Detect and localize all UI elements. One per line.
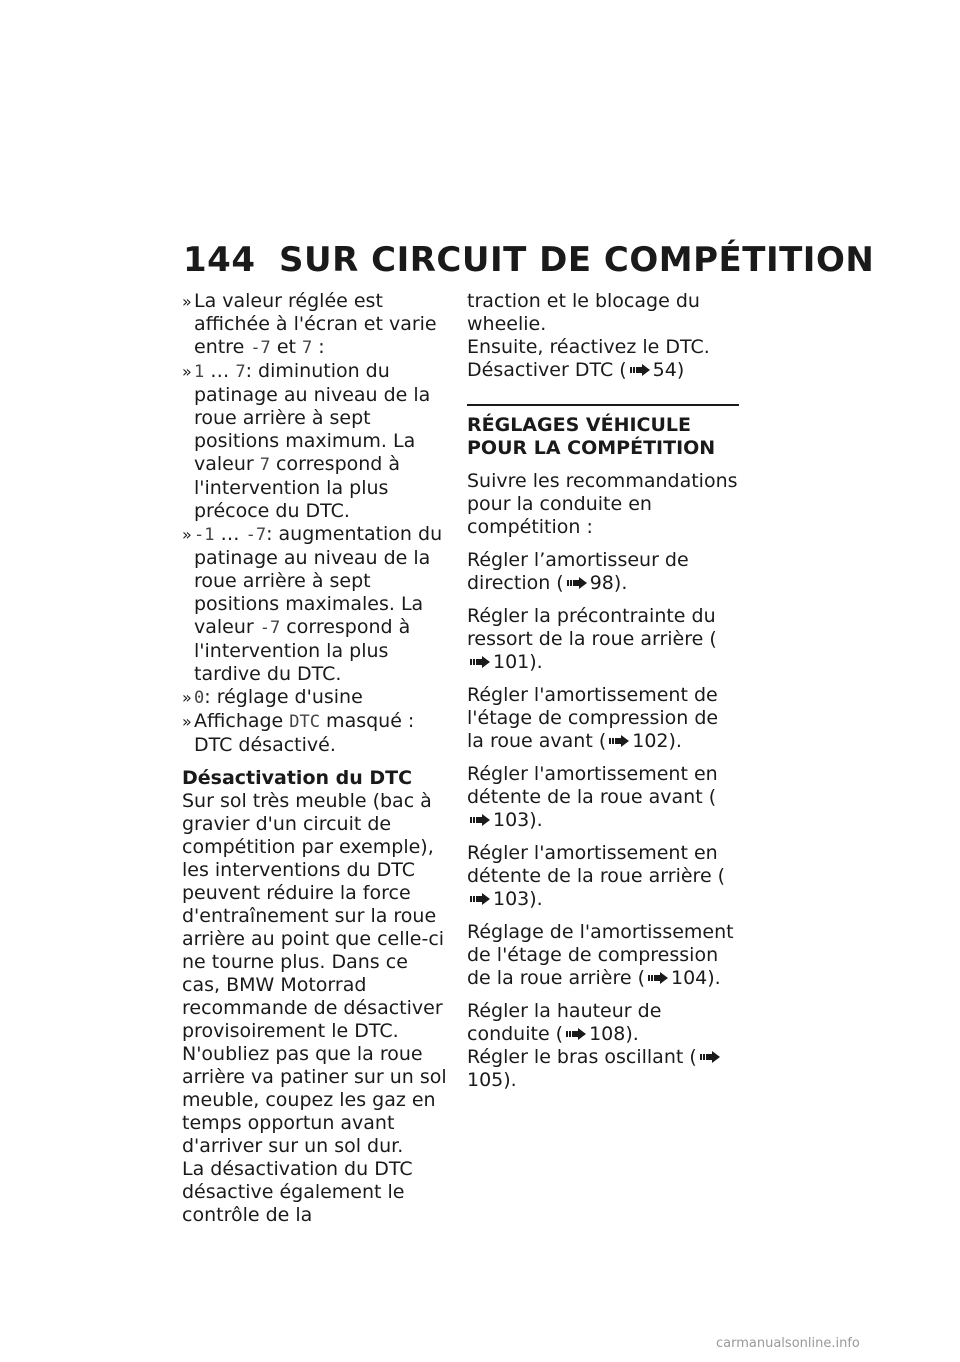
page-reference-arrow-icon <box>699 1050 721 1064</box>
page-reference-link[interactable]: 103 <box>493 888 530 910</box>
paragraph: La désactivation du DTC désactive également le contrôle de la <box>182 1158 413 1226</box>
watermark: carmanualsonline.info <box>716 1336 860 1351</box>
section-title: RÉGLAGES VÉHICULE POUR LA COMPÉTITION <box>467 414 716 459</box>
page-reference-arrow-icon <box>469 655 491 669</box>
page-reference-link[interactable]: 101 <box>493 651 530 673</box>
list-item: » La valeur réglée est affichée à l'écran et varie entre -7 et 7 : <box>182 290 450 360</box>
value-code: -7 <box>250 338 271 358</box>
recommendation-item: Régler l'amortissement en détente de la roue avant ( 103). <box>467 763 718 831</box>
recommendation-item: Régler l'amortissement de l'étage de compression de la roue avant ( 102). <box>467 684 719 752</box>
recommendation-item: Régler le bras oscillant ( 105). <box>467 1046 739 1092</box>
value-code: -7 <box>259 618 281 638</box>
page-reference-arrow-icon <box>469 813 491 827</box>
page-reference-link[interactable]: 105 <box>467 1069 504 1091</box>
page-reference-link[interactable]: 102 <box>632 730 669 752</box>
list-item: » -1 … -7: augmentation du patinage au niveau de la roue arrière à sept positions maximales. La valeur -7 correspond à l'intervention la plus tardive du DTC. <box>182 523 450 686</box>
page-reference-link[interactable]: 104 <box>670 967 708 989</box>
paragraph: N'oubliez pas que la roue arrière va patiner sur un sol meuble, coupez les gaz en temps opportun avant d'arriver sur un sol dur. <box>182 1043 447 1157</box>
paragraph: traction et le blocage du wheelie. <box>467 290 700 335</box>
page-reference-link[interactable]: 98 <box>589 572 614 594</box>
page-reference-arrow-icon <box>566 576 588 590</box>
page-reference-arrow-icon <box>469 892 491 906</box>
page-header <box>183 240 874 284</box>
page-reference-arrow-icon <box>608 734 630 748</box>
page-reference-link[interactable]: 103 <box>493 809 530 831</box>
page-reference-link[interactable]: 108 <box>589 1023 626 1045</box>
page-reference-arrow-icon <box>647 971 669 985</box>
section-divider <box>467 404 739 406</box>
cross-reference: Désactiver DTC ( 54) <box>467 359 685 381</box>
value-code: -1 <box>194 525 215 545</box>
recommendation-item: Régler l'amortissement en détente de la roue arrière ( 103). <box>467 842 726 910</box>
value-code: 7 <box>235 362 246 382</box>
paragraph: Suivre les recommandations pour la conduite en compétition : <box>467 470 738 538</box>
paragraph: Sur sol très meuble (bac à gravier d'un circuit de compétition par exemple), les interventions du DTC peuvent réduire la force d'entraînement sur la roue arrière au point que celle-ci ne tourne plus. Dans ce cas, BMW Motorrad recommande de désactiver provisoirement le DTC. <box>182 790 445 1042</box>
value-code: DTC <box>289 712 321 732</box>
subheading: Désactivation du DTC <box>182 767 413 789</box>
value-code: 7 <box>302 338 313 358</box>
recommendation-item: Réglage de l'amortissement de l'étage de compression de la roue arrière ( 104). <box>467 921 734 989</box>
recommendation-item: Régler l’amortisseur de direction ( 98). <box>467 549 689 594</box>
value-code: 1 <box>194 362 205 382</box>
left-column <box>182 290 450 1227</box>
page-reference-link[interactable]: 54 <box>652 359 677 381</box>
paragraph: Ensuite, réactivez le DTC. <box>467 336 710 358</box>
list-item: » Affichage DTC masqué : DTC désactivé. <box>182 710 450 757</box>
value-code: 0 <box>194 688 205 708</box>
value-code: 7 <box>259 455 270 475</box>
recommendation-list <box>467 549 739 1092</box>
list-item: » 1 … 7: diminution du patinage au niveau de la roue arrière à sept positions maximum. La valeur 7 correspond à l'intervention la plus précoce du DTC. <box>182 360 450 523</box>
right-column <box>467 290 739 1092</box>
page-reference-arrow-icon <box>629 363 651 377</box>
recommendation-item: Régler la précontrainte du ressort de la roue arrière ( 101). <box>467 605 717 673</box>
recommendation-item: Régler la hauteur de conduite ( 108). <box>467 1000 662 1045</box>
list-item: » 0: réglage d'usine <box>182 686 450 710</box>
page-number: 144 <box>183 240 256 280</box>
page-title: SUR CIRCUIT DE COMPÉTITION <box>279 240 875 280</box>
page-reference-arrow-icon <box>565 1027 587 1041</box>
value-code: -7 <box>245 525 267 545</box>
